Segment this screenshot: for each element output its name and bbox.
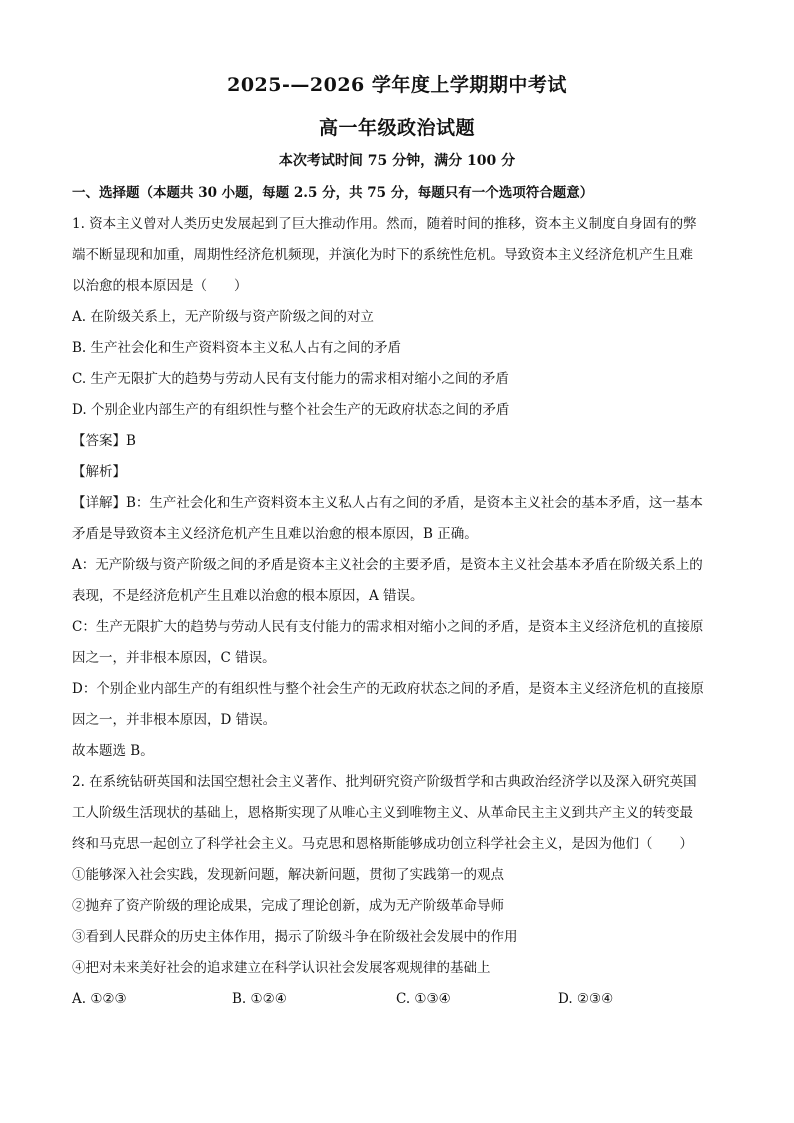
answer-tag: 【答案】 <box>72 433 126 449</box>
exam-title: 2025-—2026 学年度上学期期中考试 <box>227 74 567 96</box>
detail-line: 矛盾是导致资本主义经济危机产生且难以治愈的根本原因，B 正确。 <box>72 526 478 542</box>
question-2-stem-line: 终和马克思一起创立了科学社会主义。马克思和恩格斯能够成功创立科学社会主义，是因为他们（ ） <box>72 836 693 852</box>
question-1-option-b: B. 生产社会化和生产资料资本主义私人占有之间的矛盾 <box>72 340 402 356</box>
analysis-tag: 【解析】 <box>72 464 126 480</box>
answer-line <box>72 426 724 457</box>
question-2-statement-2: ②抛弃了资产阶级的理论成果，完成了理论创新，成为无产阶级革命导师 <box>72 898 504 914</box>
question-2-statement-3: ③看到人民群众的历史主体作用，揭示了阶级斗争在阶级社会发展中的作用 <box>72 929 518 945</box>
exam-body <box>72 178 724 1015</box>
question-2-option-b: B. ①②④ <box>232 991 287 1007</box>
question-1 <box>72 209 724 767</box>
question-2-options <box>72 984 724 1015</box>
detail-line: 表现，不是经济危机产生且难以治愈的根本原因，A 错误。 <box>72 588 424 604</box>
question-1-stem-line: 1. 资本主义曾对人类历史发展起到了巨大推动作用。然而，随着时间的推移，资本主义制度自身固有的弊 <box>72 216 697 232</box>
detail-line: 因之一，并非根本原因，C 错误。 <box>72 650 276 666</box>
question-2-stem-line: 工人阶级生活现状的基础上，恩格斯实现了从唯心主义到唯物主义、从革命民主主义到共产主义的转变最 <box>72 805 693 821</box>
detail-line: 因之一，并非根本原因，D 错误。 <box>72 712 277 728</box>
question-1-option-d: D. 个别企业内部生产的有组织性与整个社会生产的无政府状态之间的矛盾 <box>72 402 510 418</box>
exam-subject-title: 高一年级政治试题 <box>318 117 475 139</box>
section-heading: 一、选择题（本题共 30 小题，每题 2.5 分，共 75 分，每题只有一个选项符合题意） <box>72 185 594 201</box>
question-2-option-c: C. ①③④ <box>396 991 451 1007</box>
question-1-stem-line: 端不断显现和加重，周期性经济危机频现，并演化为时下的系统性危机。导致资本主义经济危机产生且难 <box>72 247 693 263</box>
question-1-stem-line: 以治愈的根本原因是（ ） <box>72 278 248 294</box>
detail-line: 【详解】B：生产社会化和生产资料资本主义私人占有之间的矛盾，是资本主义社会的基本矛盾，这一基本 <box>72 495 703 511</box>
question-2-option-a: A. ①②③ <box>72 991 127 1007</box>
detail-line: A：无产阶级与资产阶级之间的矛盾是资本主义社会的主要矛盾，是资本主义社会基本矛盾在阶级关系上的 <box>72 557 703 573</box>
question-1-option-c: C. 生产无限扩大的趋势与劳动人民有支付能力的需求相对缩小之间的矛盾 <box>72 371 509 387</box>
question-2-option-d: D. ②③④ <box>558 991 614 1007</box>
detail-line: D：个别企业内部生产的有组织性与整个社会生产的无政府状态之间的矛盾，是资本主义经济危机的直接原 <box>72 681 704 697</box>
answer-value: B <box>126 433 136 449</box>
question-2 <box>72 767 724 1015</box>
exam-time-info: 本次考试时间 75 分钟，满分 100 分 <box>278 153 516 169</box>
detail-conclusion: 故本题选 B。 <box>72 743 154 759</box>
detail-line: C：生产无限扩大的趋势与劳动人民有支付能力的需求相对缩小之间的矛盾，是资本主义经济危机的直接原 <box>72 619 704 635</box>
question-2-stem-line: 2. 在系统钻研英国和法国空想社会主义著作、批判研究资产阶级哲学和古典政治经济学以及深入研究英国 <box>72 774 697 790</box>
question-1-option-a: A. 在阶级关系上，无产阶级与资产阶级之间的对立 <box>72 309 374 325</box>
question-2-statement-4: ④把对未来美好社会的追求建立在科学认识社会发展客观规律的基础上 <box>72 960 491 976</box>
question-2-statement-1: ①能够深入社会实践，发现新问题，解决新问题，贯彻了实践第一的观点 <box>72 867 504 883</box>
